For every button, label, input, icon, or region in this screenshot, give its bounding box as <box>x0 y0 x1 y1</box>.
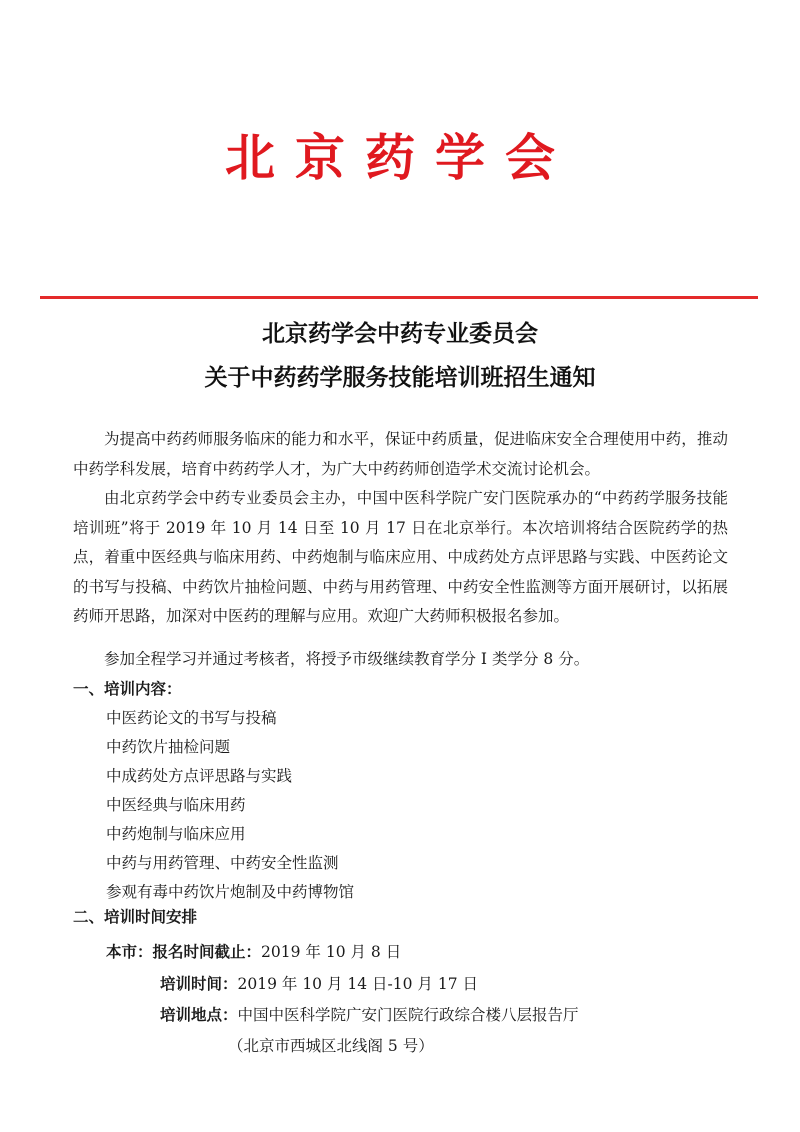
event-paragraph: 由北京药学会中药专业委员会主办，中国中医科学院广安门医院承办的“中药药学服务技能培训班”将于 2019 年 10 月 14 日至 10 月 17 日在北京举行。本次培训将结合医院药学的热点，着重中医经典与临床用药、中药炮制与临床应用、中成药处方点评思路与实践、中医药论文的书写与投稿、中药饮片抽检问题、中药与用药管理、中药安全性监测等方面开展研讨，以拓展药师开思路，加深对中医药的理解与应用。欢迎广大药师积极报名参加。 <box>73 489 728 625</box>
training-time-label: 培训时间： <box>160 975 238 993</box>
intro-paragraph: 为提高中药药师服务临床的能力和水平，保证中药质量，促进临床安全合理使用中药，推动中药学科发展，培育中药药学人才，为广大中药药师创造学术交流讨论机会。 <box>73 430 728 478</box>
content-item: 中成药处方点评思路与实践 <box>106 767 293 785</box>
content-item: 中药炮制与临床应用 <box>106 825 246 843</box>
city-label: 本市： <box>106 943 153 961</box>
address-line: （北京市西城区北线阁 5 号） <box>228 1037 434 1055</box>
header-divider <box>40 296 758 299</box>
content-item: 中药饮片抽检问题 <box>106 738 231 756</box>
deadline-label: 报名时间截止： <box>152 943 262 961</box>
training-time-value: 2019 年 10 月 14 日-10 月 17 日 <box>237 975 479 993</box>
notice-title-line-2: 关于中药药学服务技能培训班招生通知 <box>204 365 596 391</box>
schedule-deadline-row <box>106 940 401 962</box>
section-heading-content: 一、培训内容： <box>73 680 182 698</box>
organization-name: 北京药学会 <box>225 129 575 187</box>
content-item: 中医经典与临床用药 <box>106 796 246 814</box>
content-item: 参观有毒中药饮片炮制及中药博物馆 <box>106 883 355 901</box>
credit-paragraph: 参加全程学习并通过考核者，将授予市级继续教育学分 I 类学分 8 分。 <box>104 650 590 668</box>
training-place-label: 培训地点： <box>160 1006 238 1024</box>
deadline-value: 2019 年 10 月 8 日 <box>261 943 402 961</box>
content-item: 中医药论文的书写与投稿 <box>106 709 277 727</box>
schedule-time-row <box>160 972 478 994</box>
notice-title-line-1: 北京药学会中药专业委员会 <box>262 321 538 347</box>
schedule-place-row <box>160 1003 579 1025</box>
training-place-value: 中国中医科学院广安门医院行政综合楼八层报告厅 <box>237 1006 579 1024</box>
content-item: 中药与用药管理、中药安全性监测 <box>106 854 339 872</box>
section-heading-schedule: 二、培训时间安排 <box>73 908 198 926</box>
